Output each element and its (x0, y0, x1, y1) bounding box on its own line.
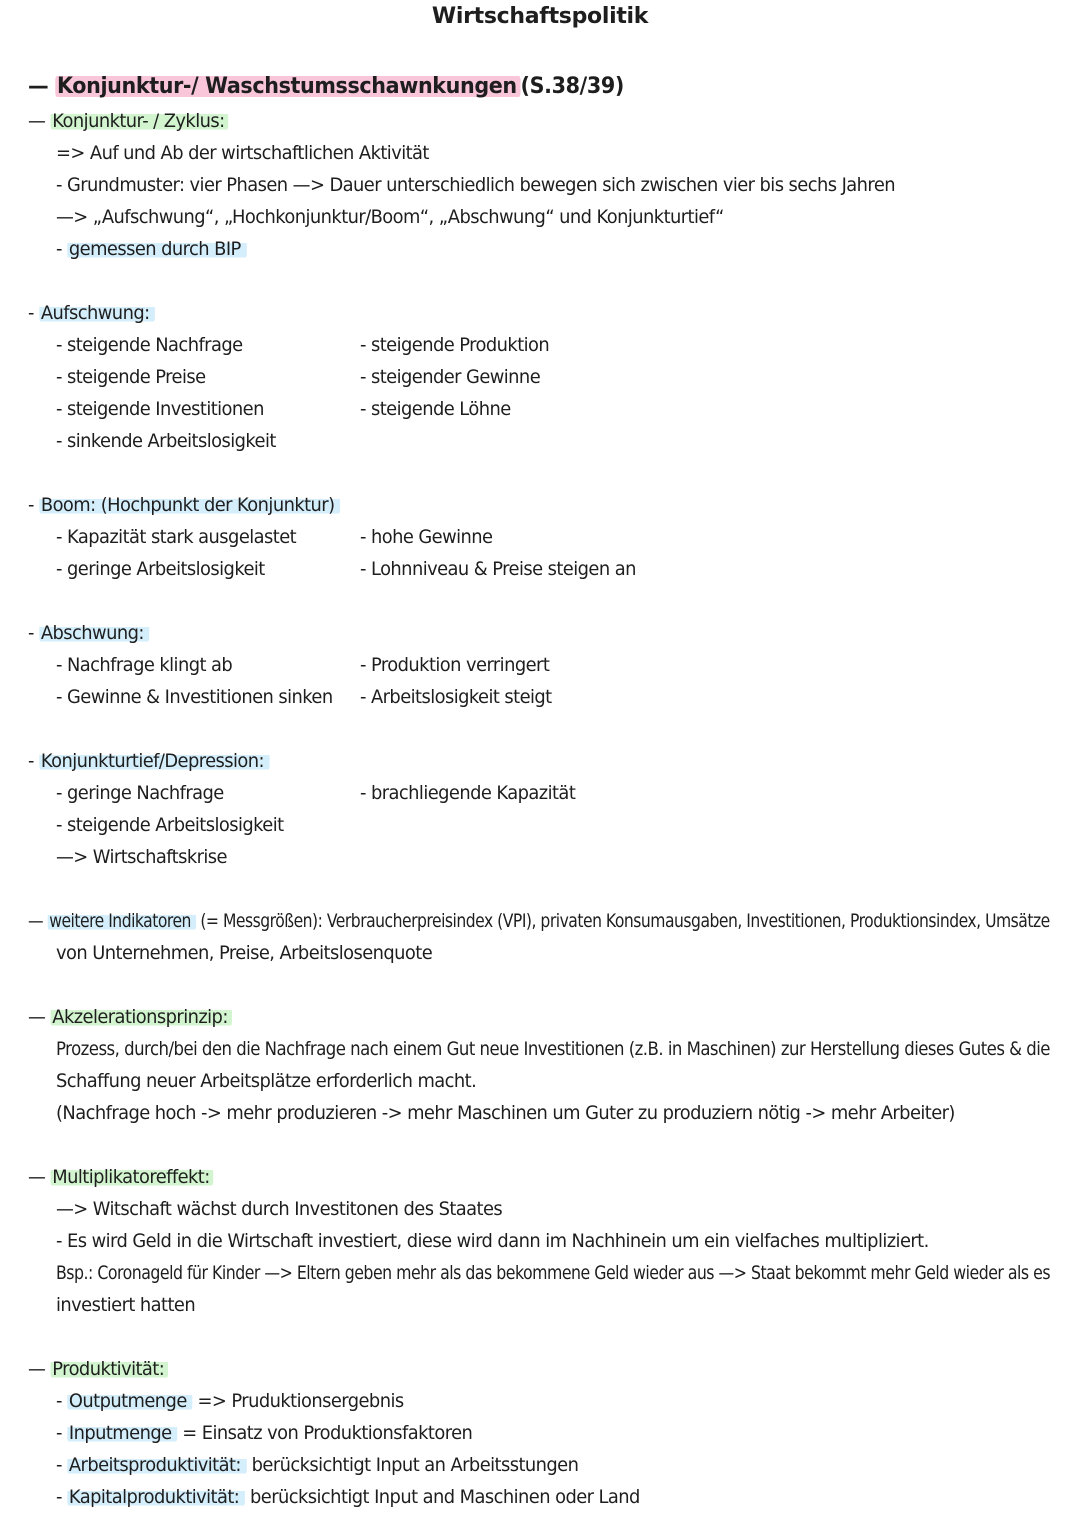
aufschwung-heading-text: Aufschwung: (39, 302, 155, 324)
zyklus-line-3: —> „Aufschwung“, „Hochkonjunktur/Boom“, „Abschwung“ und Konjunkturtief“ (56, 206, 724, 228)
produktivitaet-item (56, 1452, 578, 1478)
konjunkturtief-left-item: —> Wirtschaftskrise (56, 846, 227, 868)
abschwung-left-item: - Nachfrage klingt ab (56, 654, 233, 676)
produktivitaet-heading: Produktivität: (50, 1358, 168, 1380)
phase-dash: - (28, 750, 40, 772)
boom-left-item: - geringe Arbeitslosigkeit (56, 558, 265, 580)
subheading-dash: — (28, 110, 51, 132)
measured-text: gemessen durch BIP (67, 238, 246, 260)
phase-heading-konjunkturtief (28, 748, 270, 774)
abschwung-left-item: - Gewinne & Investitionen sinken (56, 686, 333, 708)
produktivitaet-item (56, 1388, 404, 1414)
phase-dash: - (28, 622, 40, 644)
konjunkturtief-left-item: - geringe Nachfrage (56, 782, 224, 804)
produktivitaet-term: Inputmenge (67, 1422, 177, 1444)
akzeleration-line: (Nachfrage hoch -> mehr produzieren -> mehr Maschinen um Guter zu produziern nötig -> mehr Arbeiter) (56, 1102, 955, 1124)
phase-heading-aufschwung (28, 300, 155, 326)
aufschwung-right-item: - steigender Gewinne (360, 366, 541, 388)
zyklus-measured (56, 236, 246, 262)
multiplikator-line: —> Witschaft wächst durch Investitonen des Staates (56, 1198, 503, 1220)
multiplikator-line: - Es wird Geld in die Wirtschaft investiert, diese wird dann im Nachhinein um ein vielfaches multipliziert. (56, 1230, 929, 1252)
konjunkturtief-left-item: - steigende Arbeitslosigkeit (56, 814, 284, 836)
section-dash: — (28, 1166, 51, 1188)
phase-dash: - (28, 494, 40, 516)
aufschwung-left-item: - sinkende Arbeitslosigkeit (56, 430, 276, 452)
heading-dash: — (28, 74, 56, 99)
abschwung-heading-text: Abschwung: (39, 622, 149, 644)
aufschwung-left-item: - steigende Preise (56, 366, 206, 388)
heading-page-ref: (S.38/39) (520, 74, 624, 99)
section-heading-konjunktur (28, 74, 624, 100)
produktivitaet-item (56, 1484, 640, 1510)
indikatoren-line-1 (28, 908, 1050, 934)
produktivitaet-term: Kapitalproduktivität: (67, 1486, 245, 1508)
zyklus-line-2: - Grundmuster: vier Phasen —> Dauer unterschiedlich bewegen sich zwischen vier bis sechs Jahren (56, 174, 895, 196)
indikatoren-heading: weitere Indikatoren (48, 910, 196, 932)
aufschwung-right-item: - steigende Produktion (360, 334, 550, 356)
konjunkturtief-right-item: - brachliegende Kapazität (360, 782, 576, 804)
akzeleration-heading: Akzelerationsprinzip: (50, 1006, 231, 1028)
measured-dash: - (56, 238, 68, 260)
produktivitaet-term: Outputmenge (67, 1390, 192, 1412)
boom-right-item: - Lohnniveau & Preise steigen an (360, 558, 636, 580)
boom-right-item: - hohe Gewinne (360, 526, 493, 548)
aufschwung-left-item: - steigende Nachfrage (56, 334, 243, 356)
indikatoren-line-2: von Unternehmen, Preise, Arbeitslosenquote (56, 942, 433, 964)
produktivitaet-item (56, 1420, 472, 1446)
page-title: Wirtschaftspolitik (431, 4, 649, 29)
akzeleration-line: Schaffung neuer Arbeitsplätze erforderlich macht. (56, 1070, 477, 1092)
produktivitaet-term: Arbeitsproduktivität: (67, 1454, 247, 1476)
item-dash: - (56, 1454, 68, 1476)
multiplikator-line: investiert hatten (56, 1294, 196, 1316)
aufschwung-right-item: - steigende Löhne (360, 398, 511, 420)
phase-heading-abschwung (28, 620, 149, 646)
item-dash: - (56, 1422, 68, 1444)
produktivitaet-rest: => Pruduktionsergebnis (192, 1390, 404, 1412)
boom-left-item: - Kapazität stark ausgelastet (56, 526, 297, 548)
produktivitaet-heading-line (28, 1356, 168, 1382)
multiplikator-heading-line (28, 1164, 213, 1190)
produktivitaet-rest: berücksichtigt Input and Maschinen oder Land (244, 1486, 640, 1508)
boom-heading-text: Boom: (Hochpunkt der Konjunktur) (39, 494, 340, 516)
produktivitaet-rest: = Einsatz von Produktionsfaktoren (177, 1422, 473, 1444)
abschwung-right-item: - Produktion verringert (360, 654, 550, 676)
zyklus-line-1: => Auf und Ab der wirtschaftlichen Aktivität (56, 142, 429, 164)
abschwung-right-item: - Arbeitslosigkeit steigt (360, 686, 552, 708)
produktivitaet-rest: berücksichtigt Input an Arbeitsstungen (246, 1454, 579, 1476)
section-dash: — (28, 1006, 51, 1028)
subheading-zyklus (28, 108, 228, 134)
item-dash: - (56, 1486, 68, 1508)
aufschwung-left-item: - steigende Investitionen (56, 398, 264, 420)
akzeleration-line: Prozess, durch/bei den die Nachfrage nach einem Gut neue Investitionen (z.B. in Maschinen) zur Herstellung dieses Gutes & die (56, 1038, 1050, 1060)
section-dash: — (28, 1358, 51, 1380)
phase-heading-boom (28, 492, 340, 518)
section-dash: — (28, 910, 48, 932)
indikatoren-text-1: (= Messgrößen): Verbraucherpreisindex (VPI), privaten Konsumausgaben, Investitionen, Produktionsindex, Umsätze (195, 910, 1050, 932)
item-dash: - (56, 1390, 68, 1412)
phase-dash: - (28, 302, 40, 324)
akzeleration-heading-line (28, 1004, 232, 1030)
konjunkturtief-heading-text: Konjunkturtief/Depression: (39, 750, 270, 772)
heading-konjunktur-text: Konjunktur-/ Waschstumsschawnkungen (55, 74, 520, 99)
subheading-zyklus-text: Konjunktur- / Zyklus: (50, 110, 228, 132)
multiplikator-line: Bsp.: Coronageld für Kinder —> Eltern geben mehr als das bekommene Geld wieder aus —> Staat bekommt mehr Geld wieder als es (56, 1262, 1051, 1284)
multiplikator-heading: Multiplikatoreffekt: (50, 1166, 213, 1188)
